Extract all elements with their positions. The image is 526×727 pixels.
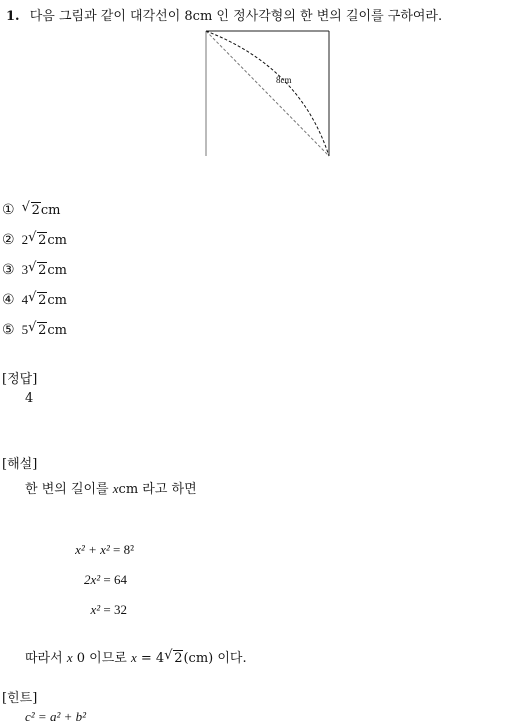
solution-conclusion: 따라서 x 0 이므로 x = 4 √ 2(cm) 이다. <box>25 648 247 666</box>
choice-5[interactable]: ⑤ 5 √ 2cm <box>2 320 67 338</box>
choice-2[interactable]: ② 2 √ 2cm <box>2 230 67 248</box>
solution-intro: 한 변의 길이를 xcm 라고 하면 <box>25 481 197 497</box>
choice-1[interactable]: ① √ 2cm <box>2 200 61 218</box>
choice-4[interactable]: ④ 4 √ 2cm <box>2 290 67 308</box>
question <box>6 5 442 24</box>
equation-1: x² + x² = 8² <box>75 542 134 557</box>
hint-heading: [힌트] <box>2 691 38 706</box>
question-number: 1. <box>6 9 20 24</box>
answer-value: 4 <box>25 391 34 406</box>
diagonal-line <box>206 31 329 156</box>
figure-label: 8cm <box>276 75 292 85</box>
equation-2: 2x² = 64 <box>83 572 127 587</box>
question-text: 다음 그림과 같이 대각선이 8cm 인 정사각형의 한 변의 길이를 구하여라. <box>29 9 443 24</box>
answer-heading: [정답] <box>2 372 38 387</box>
square-figure <box>200 27 335 159</box>
equation-3: x² = 32 <box>90 602 127 617</box>
choice-3[interactable]: ③ 3 √ 2cm <box>2 260 67 278</box>
solution-heading: [해설] <box>2 457 38 472</box>
hint-formula: c² = a² + b² <box>25 709 87 724</box>
